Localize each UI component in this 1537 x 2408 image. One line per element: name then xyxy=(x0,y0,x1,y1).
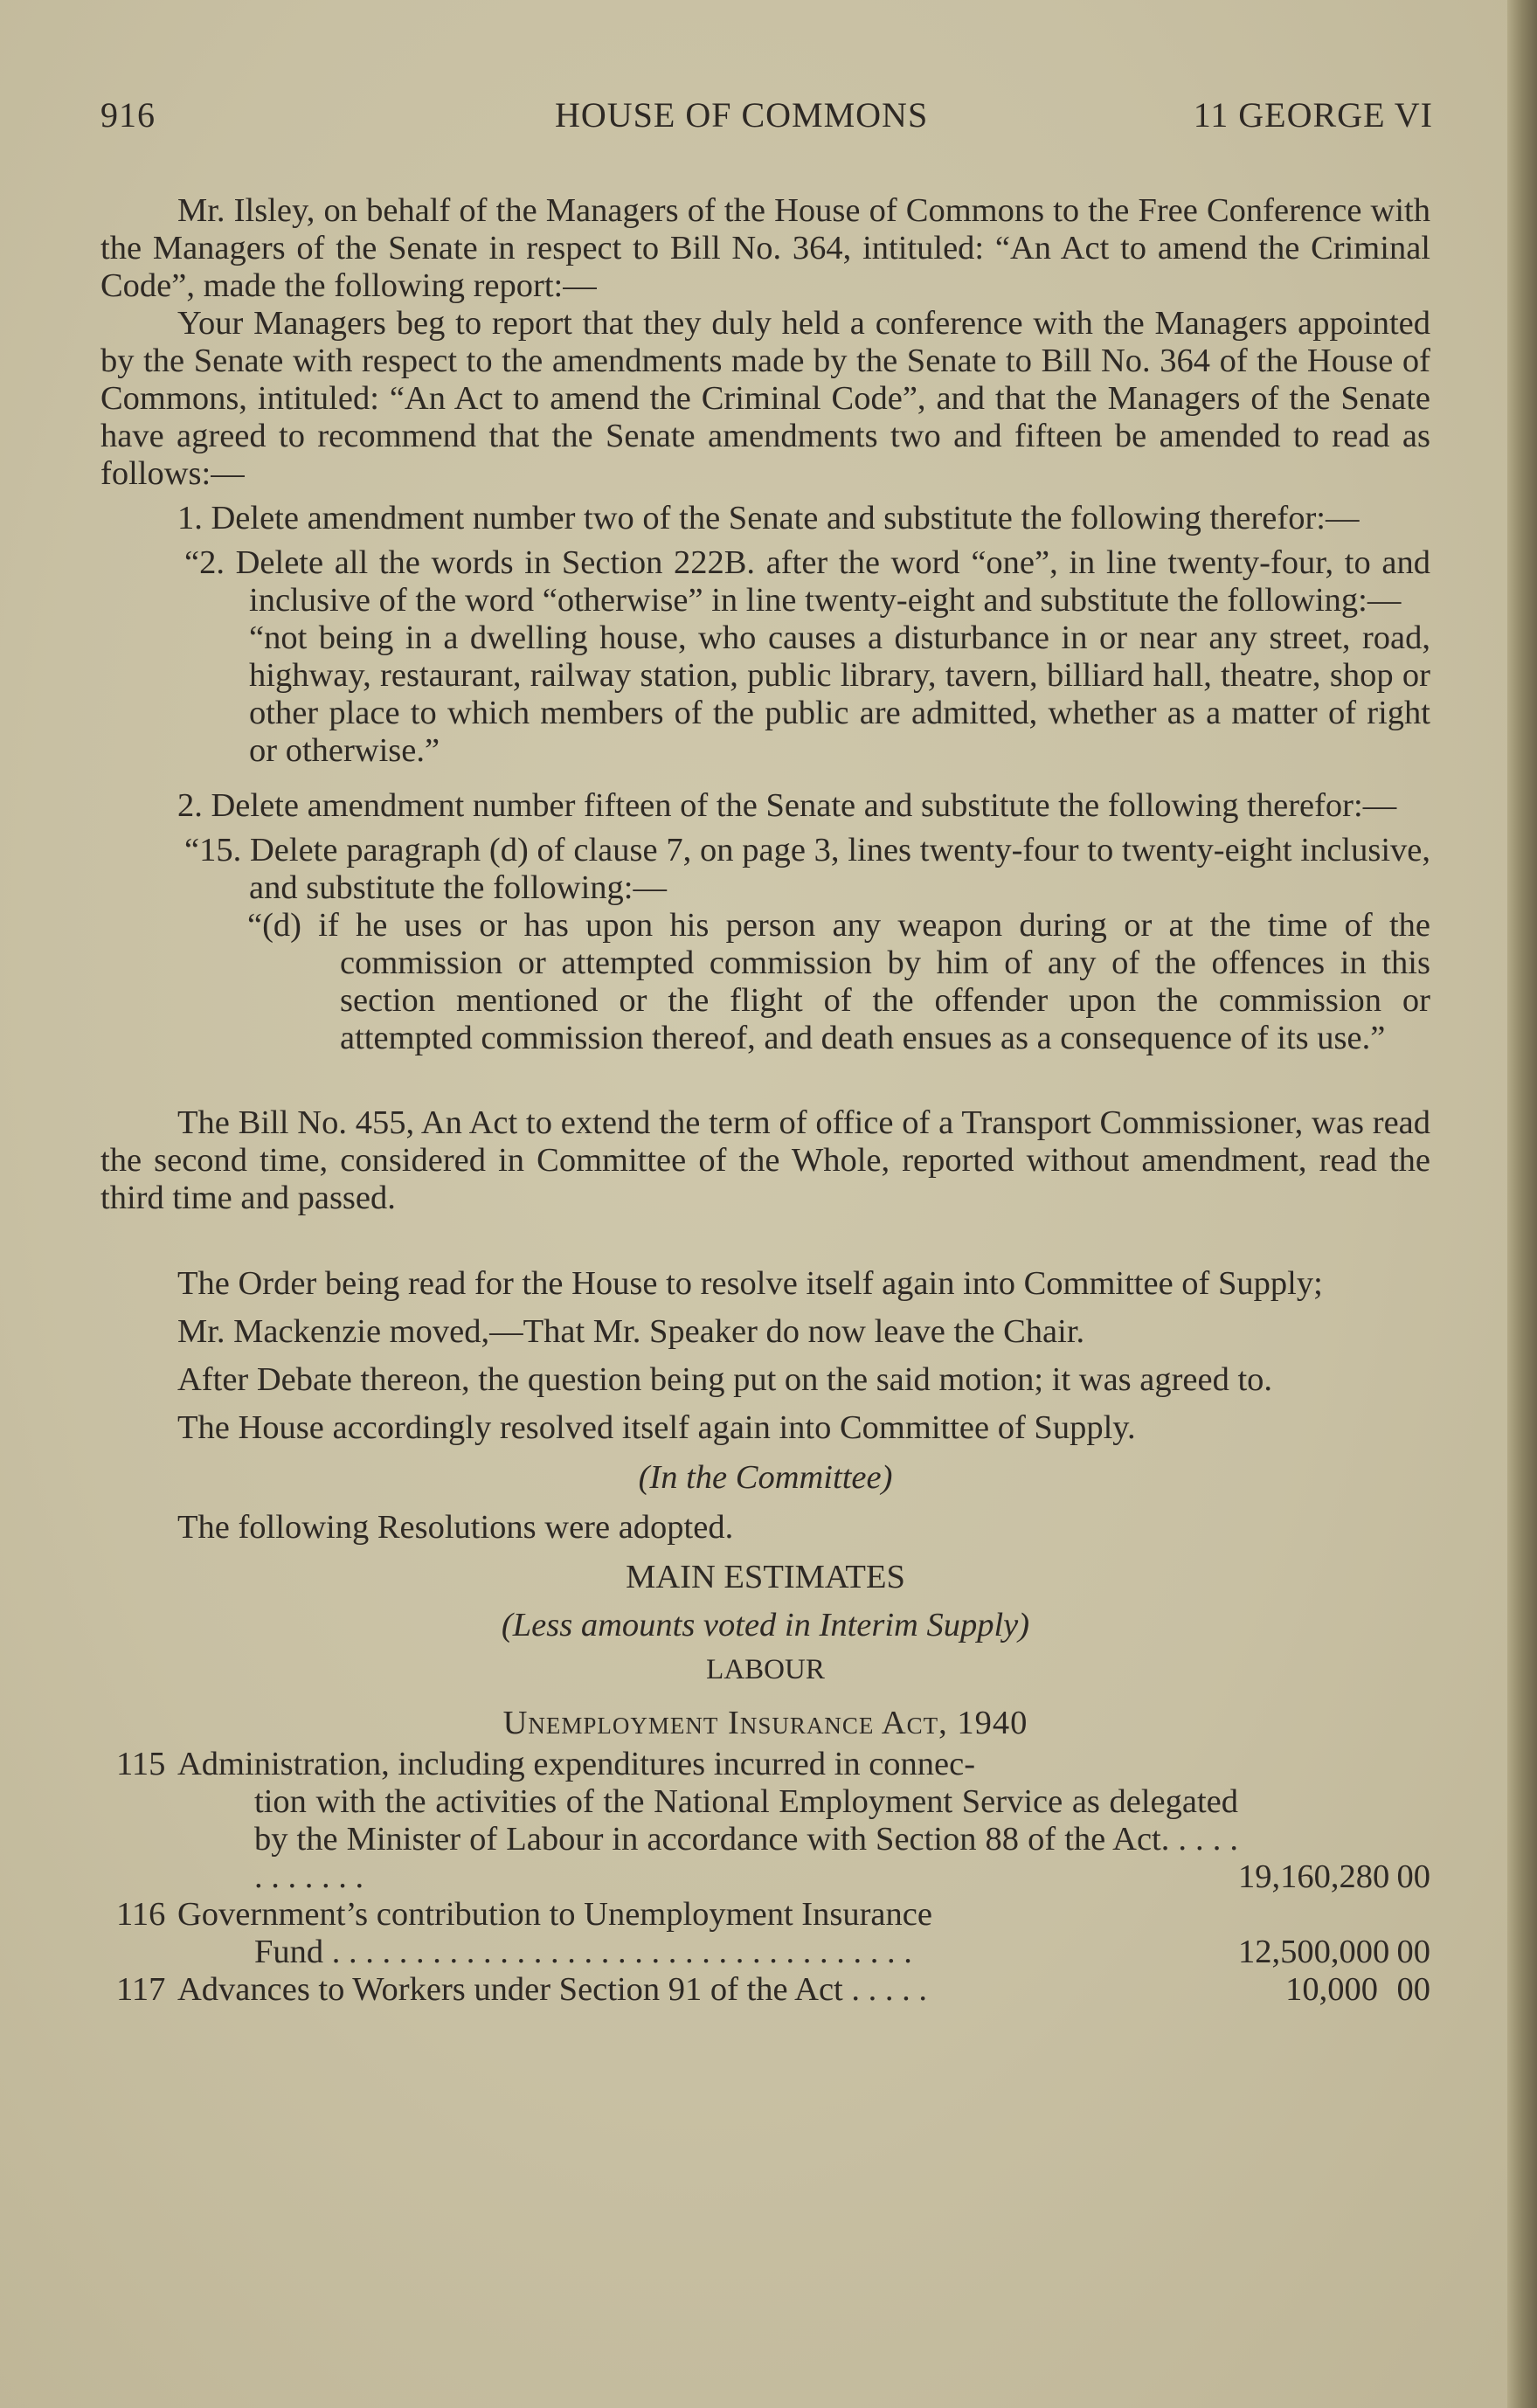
resolutions-paragraph: The following Resolutions were adopted. xyxy=(177,1509,734,1546)
estimates-subtitle: (Less amounts voted in Interim Supply) xyxy=(501,1607,1030,1643)
amendment-two-paragraph: 2. Delete amendment number fifteen of the Senate and substitute the following therefor:— xyxy=(177,787,1397,824)
vote-amount: 19,160,280 xyxy=(1238,1858,1390,1895)
vote-cents: 00 xyxy=(1396,1858,1430,1895)
book-spine-shadow xyxy=(1507,0,1537,2408)
in-committee-heading: (In the Committee) xyxy=(638,1459,893,1496)
vote-number: 115 xyxy=(116,1746,166,1782)
paragraph-d-quote: “(d) if he uses or has upon his person any weapon during or at the time of the commission or attempted commission by him of any of the offences in this section mentioned or the flight of the offender upon the commission or attempted commission thereof, and death ensues as a consequence of its use.” xyxy=(247,907,1430,1056)
vote-description: Administration, including expenditures incurred in connec- xyxy=(177,1746,976,1782)
vote-cents: 00 xyxy=(1396,1971,1430,2008)
vote-cents: 00 xyxy=(1396,1934,1430,1970)
page-body xyxy=(100,192,1430,2009)
estimates-title: MAIN ESTIMATES xyxy=(626,1559,905,1595)
amendment-one-paragraph: 1. Delete amendment number two of the Senate and substitute the following therefor:— xyxy=(177,500,1360,536)
motion-paragraph: Mr. Mackenzie moved,—That Mr. Speaker do now leave the Chair. xyxy=(177,1313,1085,1350)
disturbance-clause-quote: “not being in a dwelling house, who causes a disturbance in or near any street, road, highway, restaurant, railway station, public library, tavern, billiard hall, theatre, shop or other place to which members of the public are admitted, whether as a matter of right or otherwise.” xyxy=(249,619,1430,769)
journal-title: HOUSE OF COMMONS xyxy=(555,95,929,135)
running-header xyxy=(100,94,1433,136)
vote-amount: 12,500,000 xyxy=(1238,1934,1390,1970)
debate-paragraph: After Debate thereon, the question being put on the said motion; it was agreed to. xyxy=(177,1361,1273,1398)
vote-description-continued: Fund . . . . . . . . . . . . . . . . . . . . . . . . . . . . . . . . . . . xyxy=(254,1934,912,1970)
vote-number: 116 xyxy=(116,1896,166,1933)
section-222b-quote: “2. Delete all the words in Section 222B. after the word “one”, in line twenty-four, to and inclusive of the word “otherwise” in line twenty-eight and substitute the following:— xyxy=(184,544,1430,619)
committee-paragraph: The House accordingly resolved itself again into Committee of Supply. xyxy=(177,1409,1136,1446)
page-number: 916 xyxy=(100,95,156,135)
vote-description: Advances to Workers under Section 91 of the Act . . . . . xyxy=(177,1971,927,2008)
bill-455-paragraph: The Bill No. 455, An Act to extend the term of office of a Transport Commissioner, was read the second time, considered in Committee of the Whole, reported without amendment, read the third time and passed. xyxy=(100,1104,1430,1216)
vote-number: 117 xyxy=(116,1971,166,2008)
report-intro-paragraph: Mr. Ilsley, on behalf of the Managers of the House of Commons to the Free Conference with the Managers of the Senate in respect to Bill No. 364, intituled: “An Act to amend the Criminal Code”, made the following report:— xyxy=(100,192,1430,304)
regnal-year: 11 GEORGE VI xyxy=(1193,95,1433,135)
department-heading: LABOUR xyxy=(706,1654,825,1685)
vote-amount: 10,000 xyxy=(1285,1971,1378,2008)
estimate-item xyxy=(100,1746,1430,1896)
estimate-item xyxy=(100,1971,1430,2009)
managers-report-paragraph: Your Managers beg to report that they duly held a conference with the Managers appointed by the Senate with respect to the amendments made by the Senate to Bill No. 364 of the House of Commons, intituled: “An Act to amend the Criminal Code”, and that the Managers of the Senate have agreed to recommend that the Senate amendments two and fifteen be amended to read as follows:— xyxy=(100,305,1430,492)
vote-description-continued: tion with the activities of the National Employment Service as delegated by the Minister of Labour in accordance with Section 88 of the Act. . . . . . . . . . . . xyxy=(254,1783,1238,1895)
act-heading: Unemployment Insurance Act, 1940 xyxy=(502,1705,1028,1741)
order-paragraph: The Order being read for the House to resolve itself again into Committee of Supply; xyxy=(177,1265,1323,1302)
vote-description: Government’s contribution to Unemployment Insurance xyxy=(177,1896,932,1933)
clause-7-quote: “15. Delete paragraph (d) of clause 7, on page 3, lines twenty-four to twenty-eight inclusive, and substitute the following:— xyxy=(184,832,1430,906)
estimate-item xyxy=(100,1896,1430,1971)
